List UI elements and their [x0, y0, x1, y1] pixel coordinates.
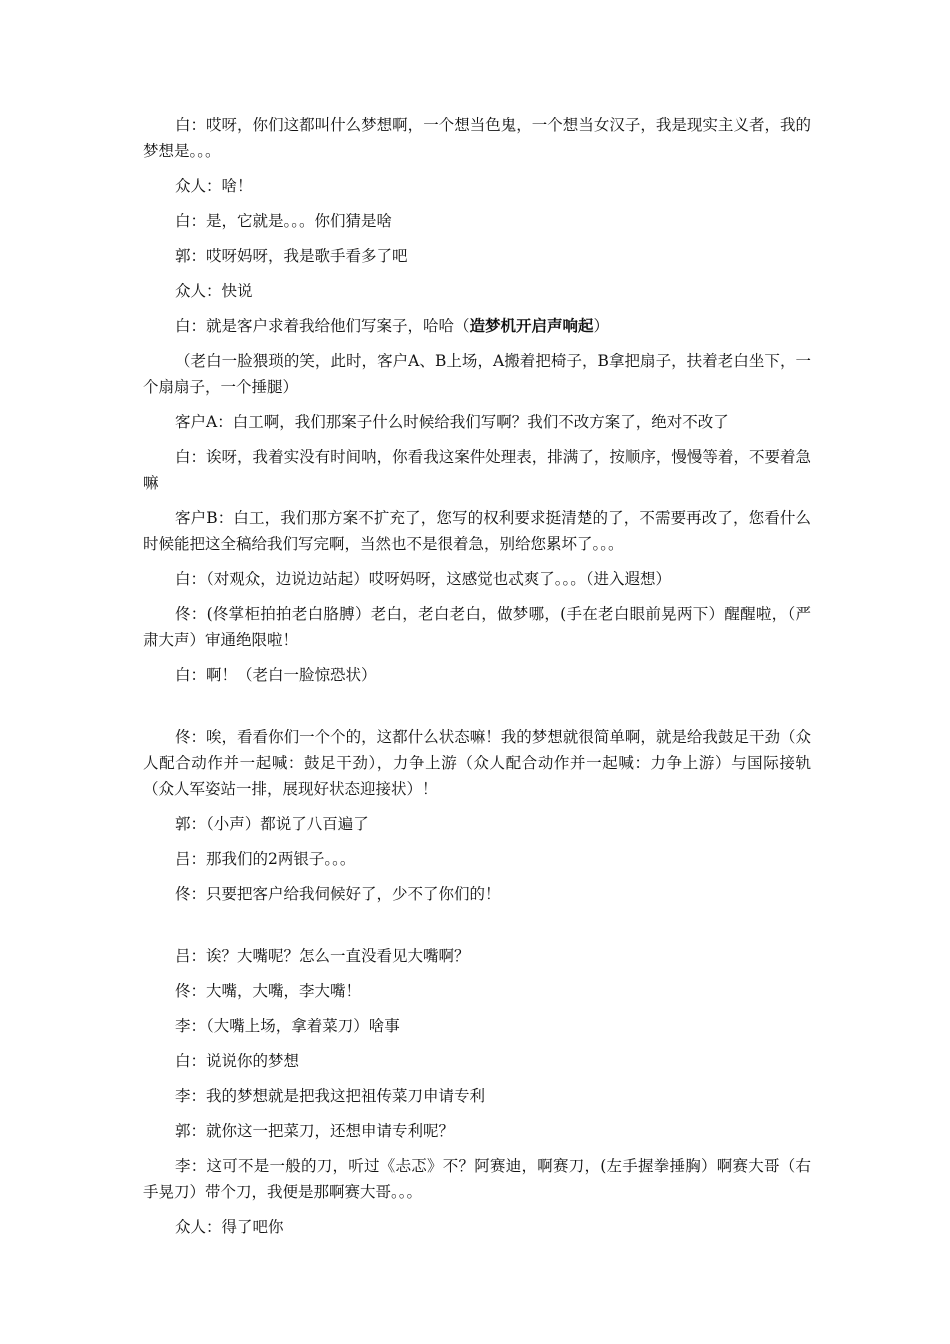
dialogue-line: 白：哎呀，你们这都叫什么梦想啊，一个想当色鬼，一个想当女汉子，我是现实主义者，我的梦想是。。。	[143, 116, 811, 160]
dialogue-line: 郭：就你这一把菜刀，还想申请专利呢？	[175, 1122, 455, 1140]
dialogue-line: 白：（对观众，边说边站起）哎呀妈呀，这感觉也忒爽了。。。（进入遐想）	[175, 570, 672, 588]
dialogue-line: 郭：（小声）都说了八百遍了	[175, 815, 369, 833]
dialogue-line: 客户A：白工啊，我们那案子什么时候给我们写啊？我们不改方案了，绝对不改了	[175, 413, 729, 431]
script-document	[143, 112, 811, 1249]
scene-break	[143, 697, 811, 724]
scene-break	[143, 916, 811, 943]
dialogue-line: 众人：快说	[175, 282, 253, 300]
stage-direction-bold: 造梦机开启声响起	[469, 317, 594, 335]
closing-paren: ）	[593, 317, 610, 335]
stage-direction: （老白一脸猥琐的笑，此时，客户A、B上场，A搬着把椅子，B拿把扇子，扶着老白坐下，一个扇扇子，一个捶腿）	[143, 352, 811, 396]
dialogue-line: 客户B：白工，我们那方案不扩充了，您写的权利要求挺清楚的了，不需要再改了，您看什么时候能把这全稿给我们写完啊，当然也不是很着急，别给您累坏了。。。	[143, 509, 811, 553]
dialogue-line	[143, 313, 811, 339]
dialogue-line: 白：诶呀，我着实没有时间呐，你看我这案件处理表，排满了，按顺序，慢慢等着，不要着急嘛	[143, 448, 811, 492]
dialogue-line: 吕：那我们的2两银子。。。	[175, 850, 356, 868]
dialogue-line: 佟：只要把客户给我伺候好了，少不了你们的！	[175, 885, 501, 903]
dialogue-line: 吕：诶？大嘴呢？怎么一直没看见大嘴啊？	[175, 947, 470, 965]
dialogue-line: 李：我的梦想就是把我这把祖传菜刀申请专利	[175, 1087, 486, 1105]
dialogue-line: 白：啊！（老白一脸惊恐状）	[175, 666, 377, 684]
dialogue-line: 李：（大嘴上场，拿着菜刀）啥事	[175, 1017, 400, 1035]
dialogue-line: 佟：唉，看看你们一个个的，这都什么状态嘛！我的梦想就很简单啊，就是给我鼓足干劲（众人配合动作并一起喊：鼓足干劲），力争上游（众人配合动作并一起喊：力争上游）与国际接轨（众人军姿站一排，展现好状态迎接状）！	[143, 728, 811, 798]
dialogue-line: 郭：哎呀妈呀，我是歌手看多了吧	[175, 247, 408, 265]
dialogue-line: 白：说说你的梦想	[175, 1052, 300, 1070]
dialogue-line: 众人：得了吧你	[175, 1218, 284, 1236]
dialogue-line: 李：这可不是一般的刀，听过《忐忑》不？阿赛迪，啊赛刀，(左手握拳捶胸）啊赛大哥（右手晃刀）带个刀，我便是那啊赛大哥。。。	[143, 1157, 811, 1201]
dialogue-line: 众人：啥！	[175, 177, 253, 195]
dialogue-line: 白：是，它就是。。。你们猜是啥	[175, 212, 393, 230]
dialogue-line: 佟：(佟掌柜拍拍老白胳膊）老白，老白老白，做梦哪，(手在老白眼前晃两下）醒醒啦，（严肃大声）审通绝限啦！	[143, 605, 811, 649]
dialogue-text: 白：就是客户求着我给他们写案子，哈哈（	[175, 317, 470, 335]
dialogue-line: 佟：大嘴，大嘴，李大嘴！	[175, 982, 362, 1000]
